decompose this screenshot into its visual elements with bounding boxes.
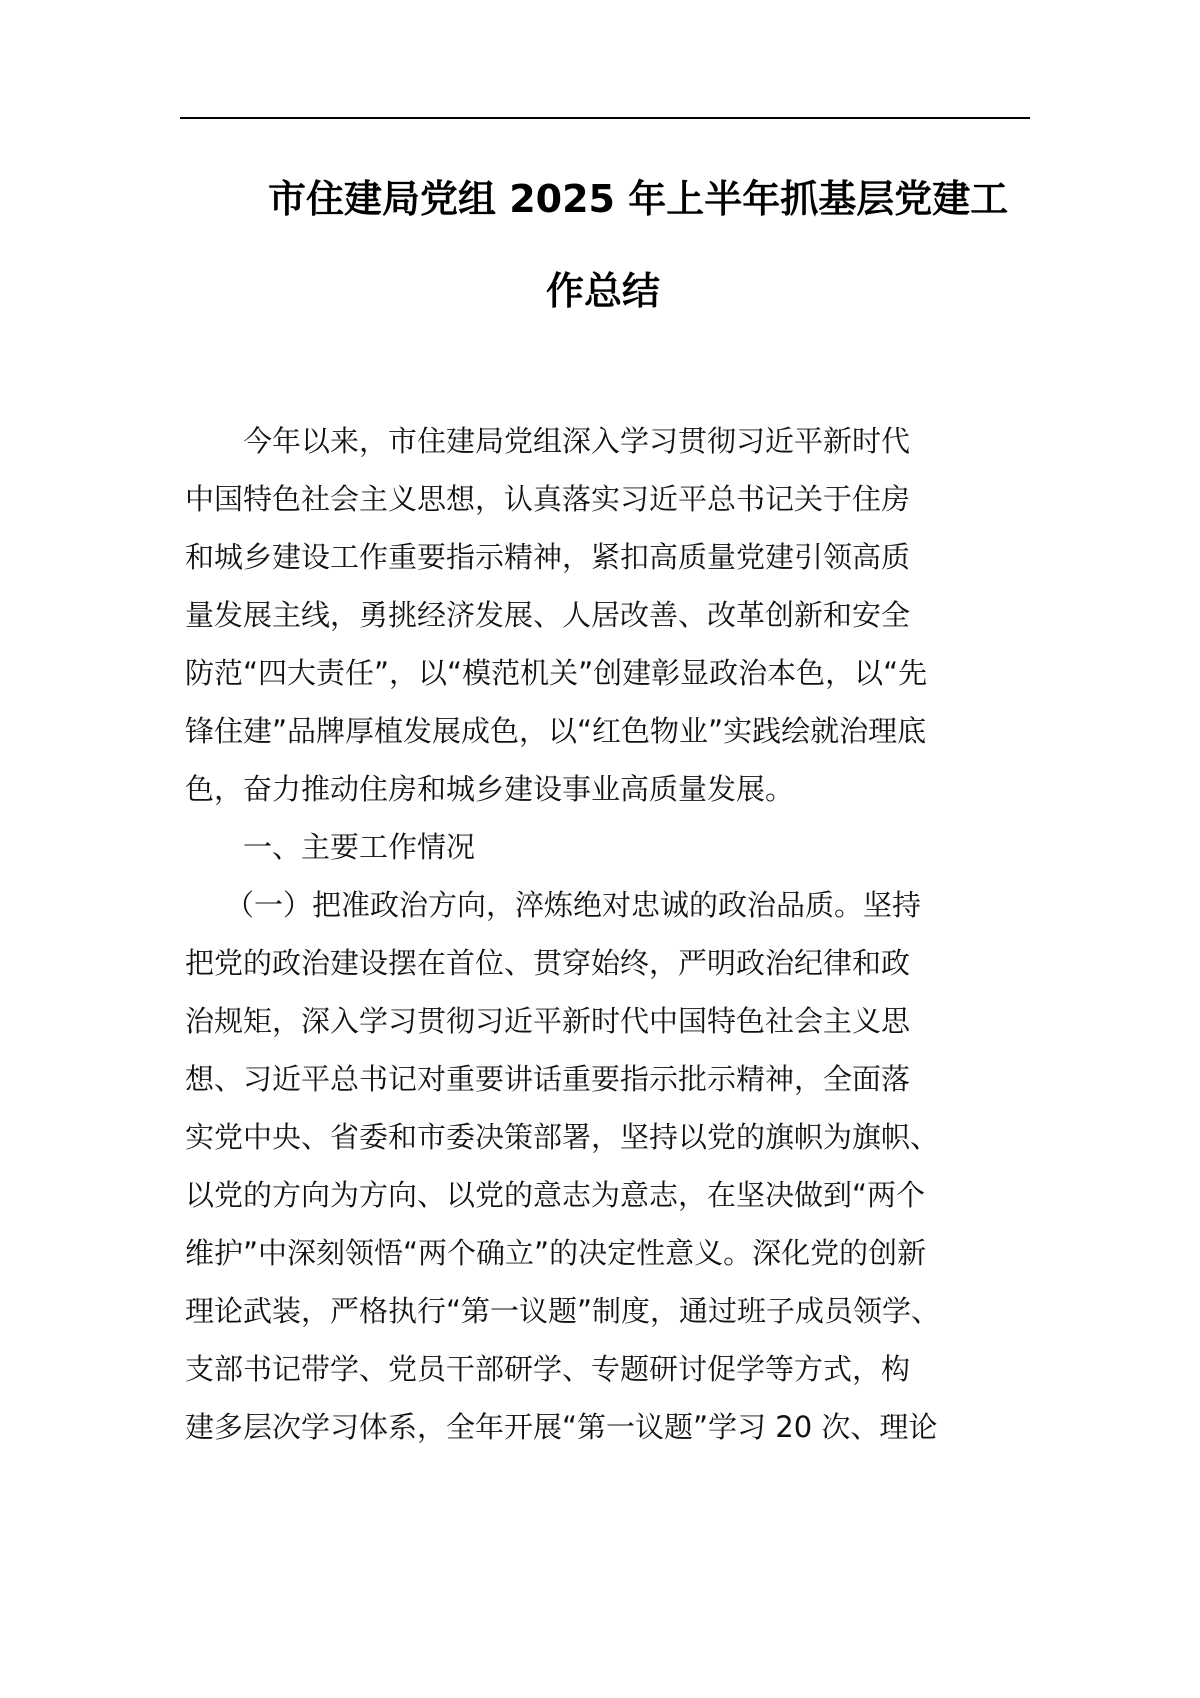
document-title-line-1: 市住建局党组 2025 年上半年抓基层党建工 bbox=[268, 177, 1009, 221]
body-line: 色，奋力推动住房和城乡建设事业高质量发展。 bbox=[185, 772, 795, 806]
body-line: 量发展主线，勇挑经济发展、人居改善、改革创新和安全 bbox=[185, 598, 911, 632]
subsection-heading-line: （一）把准政治方向，淬炼绝对忠诚的政治品质。坚持 bbox=[225, 888, 922, 922]
document-title-line-2: 作总结 bbox=[546, 269, 661, 313]
document-body bbox=[185, 412, 1045, 1456]
header-rule bbox=[180, 117, 1030, 119]
body-line: 防范“四大责任”，以“模范机关”创建彰显政治本色，以“先 bbox=[185, 656, 928, 690]
body-line: 把党的政治建设摆在首位、贯穿始终，严明政治纪律和政 bbox=[185, 946, 911, 980]
body-line: 治规矩，深入学习贯彻习近平新时代中国特色社会主义思 bbox=[185, 1004, 911, 1038]
section-heading: 一、主要工作情况 bbox=[243, 830, 476, 864]
body-line: 锋住建”品牌厚植发展成色，以“红色物业”实践绘就治理底 bbox=[185, 714, 927, 748]
body-line: 以党的方向为方向、以党的意志为意志，在坚决做到“两个 bbox=[185, 1178, 926, 1212]
body-line: 想、习近平总书记对重要讲话重要指示批示精神，全面落 bbox=[185, 1062, 911, 1096]
body-line: 实党中央、省委和市委决策部署，坚持以党的旗帜为旗帜、 bbox=[185, 1120, 940, 1154]
body-line: 中国特色社会主义思想，认真落实习近平总书记关于住房 bbox=[185, 482, 911, 516]
body-line: 理论武装，严格执行“第一议题”制度，通过班子成员领学、 bbox=[185, 1294, 941, 1328]
body-line: 支部书记带学、党员干部研学、专题研讨促学等方式，构 bbox=[185, 1352, 911, 1386]
body-line: 和城乡建设工作重要指示精神，紧扣高质量党建引领高质 bbox=[185, 540, 911, 574]
body-line: 今年以来，市住建局党组深入学习贯彻习近平新时代 bbox=[243, 424, 911, 458]
body-line: 建多层次学习体系，全年开展“第一议题”学习 20 次、理论 bbox=[185, 1410, 938, 1444]
body-line: 维护”中深刻领悟“两个确立”的决定性意义。深化党的创新 bbox=[185, 1236, 927, 1270]
